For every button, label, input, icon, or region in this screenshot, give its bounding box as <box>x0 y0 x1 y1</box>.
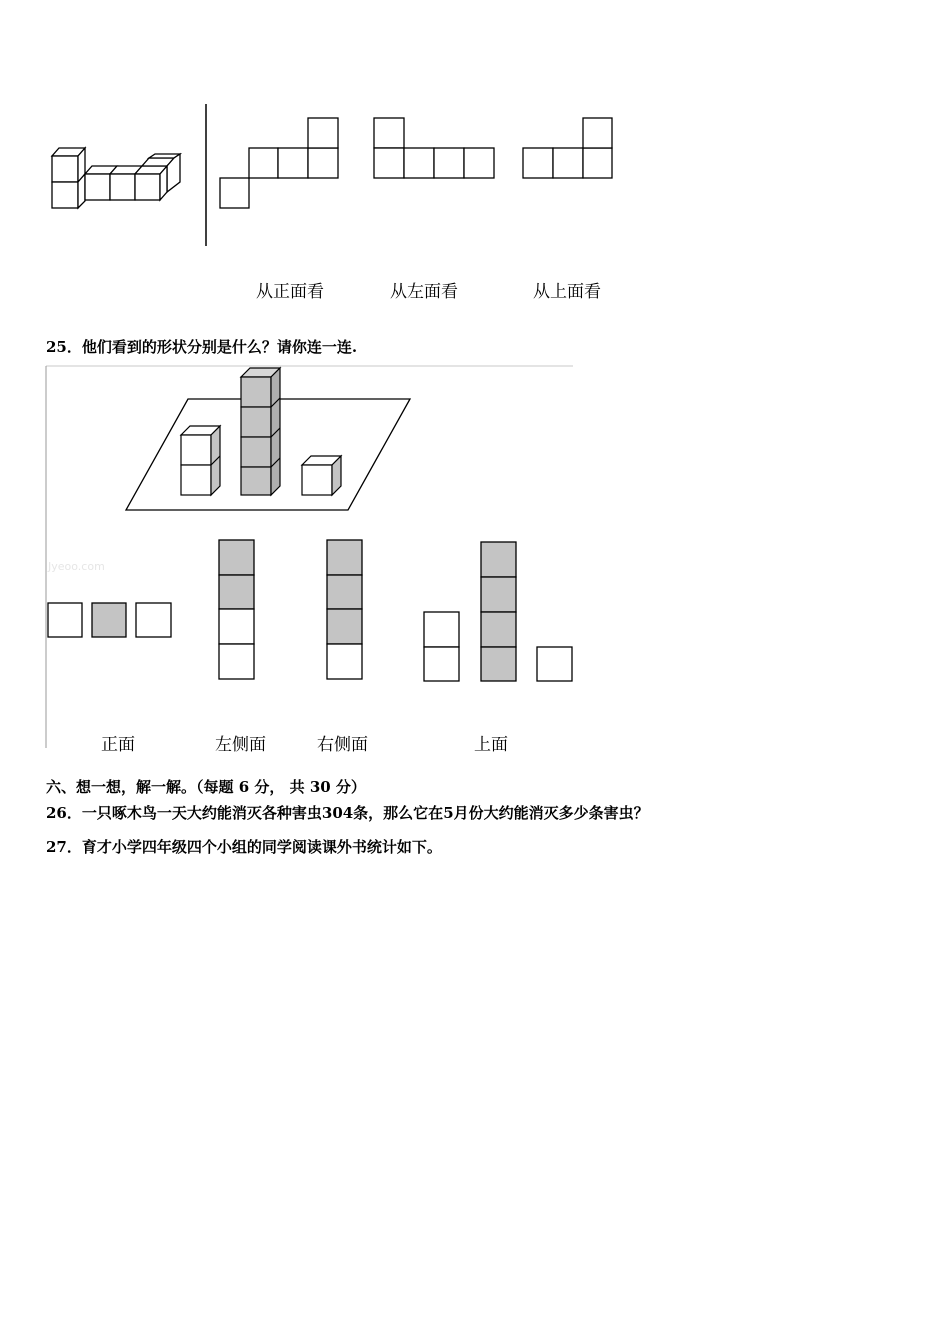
view-front-option <box>220 118 338 208</box>
stack-two-white <box>181 426 220 495</box>
question-27: 27．育才小学四年级四个小组的同学阅读课外书统计如下。 <box>46 838 442 856</box>
q25-label-front: 正面 <box>101 735 135 755</box>
single-white-cube <box>302 456 341 495</box>
view-label-left: 从左面看 <box>390 282 458 302</box>
option-front[interactable] <box>48 603 171 637</box>
cube-shape-figure <box>0 0 950 260</box>
option-top[interactable] <box>424 542 572 681</box>
view-top-option <box>523 118 612 178</box>
view-left-option <box>374 118 494 178</box>
option-right-side[interactable] <box>327 540 362 679</box>
question-26: 26．一只啄木鸟一天大约能消灭各种害虫304条，那么它在5月份大约能消灭多少条害虫？ <box>46 804 649 822</box>
cube-shape-3d <box>52 148 180 208</box>
stack-four-gray <box>241 368 280 495</box>
q25-figure <box>0 360 950 780</box>
q25-label-top: 上面 <box>474 735 508 755</box>
q25-label-right-side: 右侧面 <box>317 735 368 755</box>
view-label-top: 从上面看 <box>533 282 601 302</box>
question-25: 25．他们看到的形状分别是什么？请你连一连. <box>46 338 358 356</box>
section-6-heading: 六、想一想，解一解。（每题 6 分， 共 30 分） <box>46 778 366 796</box>
q25-label-left-side: 左侧面 <box>215 735 266 755</box>
view-label-front: 从正面看 <box>256 282 324 302</box>
watermark: Jyeoo.com <box>48 560 105 573</box>
option-left-side[interactable] <box>219 540 254 679</box>
